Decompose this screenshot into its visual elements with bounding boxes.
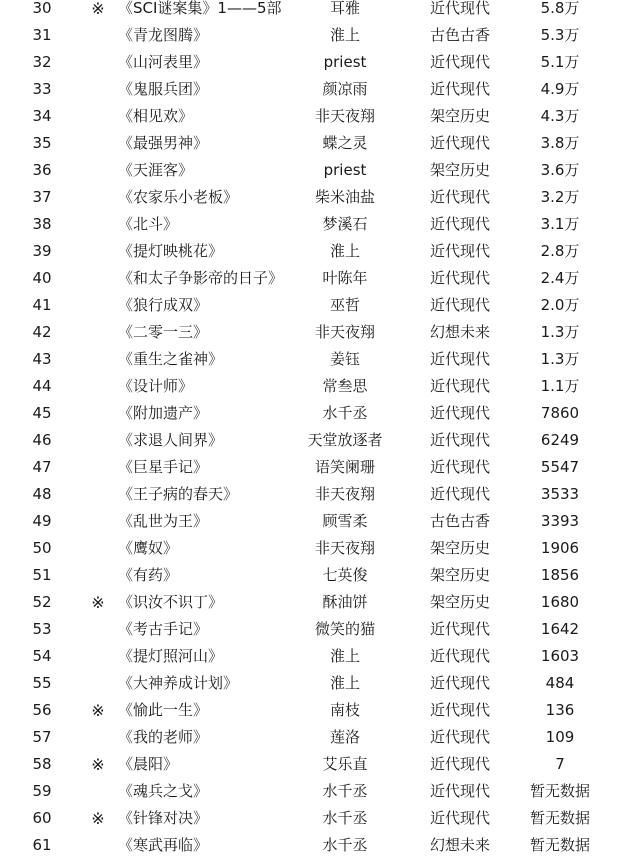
rank-cell: 56 [32,701,52,719]
table-row [0,778,640,805]
table-row [0,643,640,670]
author-cell: 叶陈年 [322,269,368,287]
author-cell: 梦溪石 [322,215,368,233]
author-cell: 淮上 [329,674,360,692]
title-cell: 《设计师》 [118,377,194,395]
count-cell: 1603 [540,647,580,665]
author-cell: 淮上 [329,647,360,665]
count-cell: 6249 [540,431,580,449]
category-cell: 近代现代 [429,431,490,449]
rank-cell: 40 [32,269,52,287]
author-cell: 柴米油盐 [314,188,375,206]
title-cell: 《狼行成双》 [118,296,209,314]
title-cell: 《大神养成计划》 [118,674,239,692]
author-cell: 艾乐直 [322,755,368,773]
category-cell: 架空历史 [429,593,490,611]
count-cell: 暂无数据 [529,809,590,827]
mark-symbol: ※ [91,809,105,828]
author-cell: priest [323,161,367,179]
rank-cell: 41 [32,296,52,314]
author-cell: 微笑的猫 [314,620,375,638]
rank-cell: 37 [32,188,52,206]
author-cell: 淮上 [329,26,360,44]
title-cell: 《青龙图腾》 [118,26,209,44]
category-cell: 架空历史 [429,539,490,557]
rank-cell: 51 [32,566,52,584]
rank-cell: 57 [32,728,52,746]
author-cell: 巫哲 [329,296,360,314]
category-cell: 近代现代 [429,485,490,503]
author-cell: 姜钰 [329,350,360,368]
count-cell: 3393 [540,512,580,530]
title-cell: 《二零一三》 [118,323,209,341]
rank-cell: 47 [32,458,52,476]
table-row [0,373,640,400]
category-cell: 近代现代 [429,188,490,206]
table-row [0,832,640,859]
title-cell: 《天涯客》 [118,161,194,179]
rank-cell: 50 [32,539,52,557]
count-cell: 1856 [540,566,580,584]
table-row [0,697,640,724]
mark-symbol: ※ [91,0,105,18]
category-cell: 近代现代 [429,782,490,800]
category-cell: 近代现代 [429,755,490,773]
count-cell: 暂无数据 [529,782,590,800]
author-cell: 水千丞 [322,404,368,422]
category-cell: 近代现代 [429,134,490,152]
rank-cell: 43 [32,350,52,368]
count-cell: 3.1万 [540,215,580,233]
table-row [0,22,640,49]
table-row [0,454,640,481]
count-cell: 1.3万 [540,350,580,368]
category-cell: 近代现代 [429,269,490,287]
title-cell: 《王子病的春天》 [118,485,239,503]
table-row [0,535,640,562]
table-row [0,562,640,589]
author-cell: 非天夜翔 [314,539,375,557]
count-cell: 109 [545,728,575,746]
title-cell: 《愉此一生》 [118,701,209,719]
title-cell: 《提灯映桃花》 [118,242,224,260]
rank-cell: 54 [32,647,52,665]
author-cell: priest [323,53,367,71]
count-cell: 4.3万 [540,107,580,125]
count-cell: 1642 [540,620,580,638]
rank-cell: 35 [32,134,52,152]
category-cell: 架空历史 [429,566,490,584]
title-cell: 《魂兵之戈》 [118,782,209,800]
mark-symbol: ※ [91,755,105,774]
author-cell: 常叁思 [322,377,368,395]
category-cell: 近代现代 [429,647,490,665]
table-row [0,238,640,265]
count-cell: 1.3万 [540,323,580,341]
title-cell: 《鬼服兵团》 [118,80,209,98]
count-cell: 5.3万 [540,26,580,44]
title-cell: 《鹰奴》 [118,539,179,557]
category-cell: 古色古香 [429,26,490,44]
rank-cell: 33 [32,80,52,98]
author-cell: 七英俊 [322,566,368,584]
table-row [0,319,640,346]
rank-cell: 44 [32,377,52,395]
count-cell: 4.9万 [540,80,580,98]
rank-cell: 61 [32,836,52,854]
title-cell: 《乱世为王》 [118,512,209,530]
category-cell: 近代现代 [429,404,490,422]
category-cell: 近代现代 [429,296,490,314]
count-cell: 暂无数据 [529,836,590,854]
category-cell: 近代现代 [429,809,490,827]
category-cell: 近代现代 [429,53,490,71]
category-cell: 近代现代 [429,674,490,692]
category-cell: 架空历史 [429,161,490,179]
table-row [0,76,640,103]
table-row [0,481,640,508]
title-cell: 《北斗》 [118,215,179,233]
count-cell: 5547 [540,458,580,476]
table-row [0,805,640,832]
count-cell: 3533 [540,485,580,503]
category-cell: 近代现代 [429,215,490,233]
count-cell: 5.8万 [540,0,580,17]
category-cell: 近代现代 [429,0,490,17]
rank-cell: 45 [32,404,52,422]
table-row [0,346,640,373]
category-cell: 近代现代 [429,80,490,98]
title-cell: 《山河表里》 [118,53,209,71]
table-row [0,427,640,454]
category-cell: 近代现代 [429,620,490,638]
author-cell: 天堂放逐者 [307,431,383,449]
table-row [0,616,640,643]
category-cell: 近代现代 [429,701,490,719]
rank-cell: 49 [32,512,52,530]
count-cell: 3.6万 [540,161,580,179]
count-cell: 2.0万 [540,296,580,314]
title-cell: 《农家乐小老板》 [118,188,239,206]
category-cell: 近代现代 [429,728,490,746]
author-cell: 水千丞 [322,782,368,800]
count-cell: 7860 [540,404,580,422]
rank-cell: 48 [32,485,52,503]
table-row [0,184,640,211]
count-cell: 1906 [540,539,580,557]
table-row [0,130,640,157]
count-cell: 3.8万 [540,134,580,152]
title-cell: 《寒武再临》 [118,836,209,854]
count-cell: 136 [545,701,575,719]
author-cell: 水千丞 [322,809,368,827]
rank-cell: 59 [32,782,52,800]
rank-cell: 38 [32,215,52,233]
table-row [0,0,640,22]
rank-cell: 30 [32,0,52,17]
table-row [0,724,640,751]
rank-cell: 39 [32,242,52,260]
table-row [0,292,640,319]
rank-cell: 53 [32,620,52,638]
rank-cell: 58 [32,755,52,773]
category-cell: 近代现代 [429,242,490,260]
author-cell: 淮上 [329,242,360,260]
category-cell: 架空历史 [429,107,490,125]
rank-cell: 34 [32,107,52,125]
table-row [0,265,640,292]
count-cell: 5.1万 [540,53,580,71]
table-row [0,103,640,130]
author-cell: 顾雪柔 [322,512,368,530]
title-cell: 《巨星手记》 [118,458,209,476]
category-cell: 近代现代 [429,377,490,395]
table-row [0,211,640,238]
title-cell: 《附加遗产》 [118,404,209,422]
title-cell: 《我的老师》 [118,728,209,746]
author-cell: 水千丞 [322,836,368,854]
author-cell: 南枝 [329,701,360,719]
title-cell: 《提灯照河山》 [118,647,224,665]
category-cell: 近代现代 [429,350,490,368]
rank-cell: 52 [32,593,52,611]
category-cell: 幻想未来 [429,836,490,854]
category-cell: 幻想未来 [429,323,490,341]
rank-cell: 46 [32,431,52,449]
category-cell: 近代现代 [429,458,490,476]
title-cell: 《重生之雀神》 [118,350,224,368]
count-cell: 2.8万 [540,242,580,260]
count-cell: 3.2万 [540,188,580,206]
author-cell: 蝶之灵 [322,134,368,152]
rank-cell: 31 [32,26,52,44]
count-cell: 484 [545,674,575,692]
title-cell: 《相见欢》 [118,107,194,125]
count-cell: 1680 [540,593,580,611]
title-cell: 《考古手记》 [118,620,209,638]
author-cell: 酥油饼 [322,593,368,611]
count-cell: 2.4万 [540,269,580,287]
title-cell: 《针锋对决》 [118,809,209,827]
author-cell: 非天夜翔 [314,107,375,125]
author-cell: 颜凉雨 [322,80,368,98]
mark-symbol: ※ [91,593,105,612]
title-cell: 《晨阳》 [118,755,179,773]
mark-symbol: ※ [91,701,105,720]
table-row [0,157,640,184]
title-cell: 《求退人间界》 [118,431,224,449]
count-cell: 7 [555,755,565,773]
author-cell: 莲洛 [329,728,360,746]
rank-cell: 42 [32,323,52,341]
table-row [0,49,640,76]
rank-cell: 55 [32,674,52,692]
table-row [0,400,640,427]
author-cell: 语笑阑珊 [314,458,375,476]
author-cell: 非天夜翔 [314,323,375,341]
table-row [0,670,640,697]
author-cell: 非天夜翔 [314,485,375,503]
rank-cell: 32 [32,53,52,71]
category-cell: 古色古香 [429,512,490,530]
table-row [0,508,640,535]
title-cell: 《SCI谜案集》1——5部 [118,0,282,17]
title-cell: 《最强男神》 [118,134,209,152]
rank-cell: 60 [32,809,52,827]
author-cell: 耳雅 [329,0,360,17]
table-row [0,589,640,616]
title-cell: 《和太子争影帝的日子》 [118,269,284,287]
count-cell: 1.1万 [540,377,580,395]
table-row [0,751,640,778]
title-cell: 《识汝不识丁》 [118,593,224,611]
rank-cell: 36 [32,161,52,179]
title-cell: 《有药》 [118,566,179,584]
